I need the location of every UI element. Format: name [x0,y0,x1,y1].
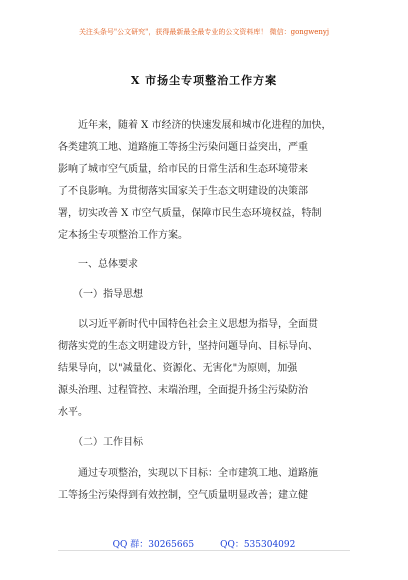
contact-footer [0,537,408,550]
body-line: 以习近平新时代中国特色社会主义思想为指导，全面贯 [58,319,318,330]
body-line: 各类建筑工地、道路施工等扬尘污染问题日益突出，严重 [58,142,308,153]
qq-text: QQ：535304092 [220,540,296,550]
section-heading: 一、总体要求 [58,259,138,270]
body-line: 工等扬尘污染得到有效控制，空气质量明显改善；建立健 [58,490,308,501]
body-line: 通过专项整治，实现以下目标：全市建筑工地、道路施 [58,468,318,479]
subsection-heading: （二）工作目标 [58,437,143,448]
body-line: 了不良影响。为贯彻落实国家关于生态文明建设的决策部 [58,186,308,197]
body-line: 定本扬尘专项整治工作方案。 [58,230,188,241]
body-line: 水平。 [58,407,88,418]
body-line: 结果导向，以"减量化、资源化、无害化"为原则，加强 [58,363,298,374]
body-line: 近年来，随着 X 市经济的快速发展和城市化进程的加快， [58,120,332,131]
subsection-heading: （一）指导思想 [58,289,143,300]
body-line: 彻落实党的生态文明建设方针，坚持问题导向、目标导向、 [58,341,318,352]
body-line: 署，切实改善 X 市空气质量，保障市民生态环境权益，特制 [58,208,322,219]
qq-group-text: QQ 群：30265665 [112,540,195,550]
promo-banner: 关注头条号"公文研究"，获得最新最全最专业的公文资料库！ 微信：gongwenyj [78,28,330,36]
footer-divider [58,550,350,551]
document-title: X 市扬尘专项整治工作方案 [130,74,278,87]
body-line: 源头治理、过程管控、末端治理，全面提升扬尘污染防治 [58,385,308,396]
body-line: 影响了城市空气质量，给市民的日常生活和生态环境带来 [58,164,308,175]
